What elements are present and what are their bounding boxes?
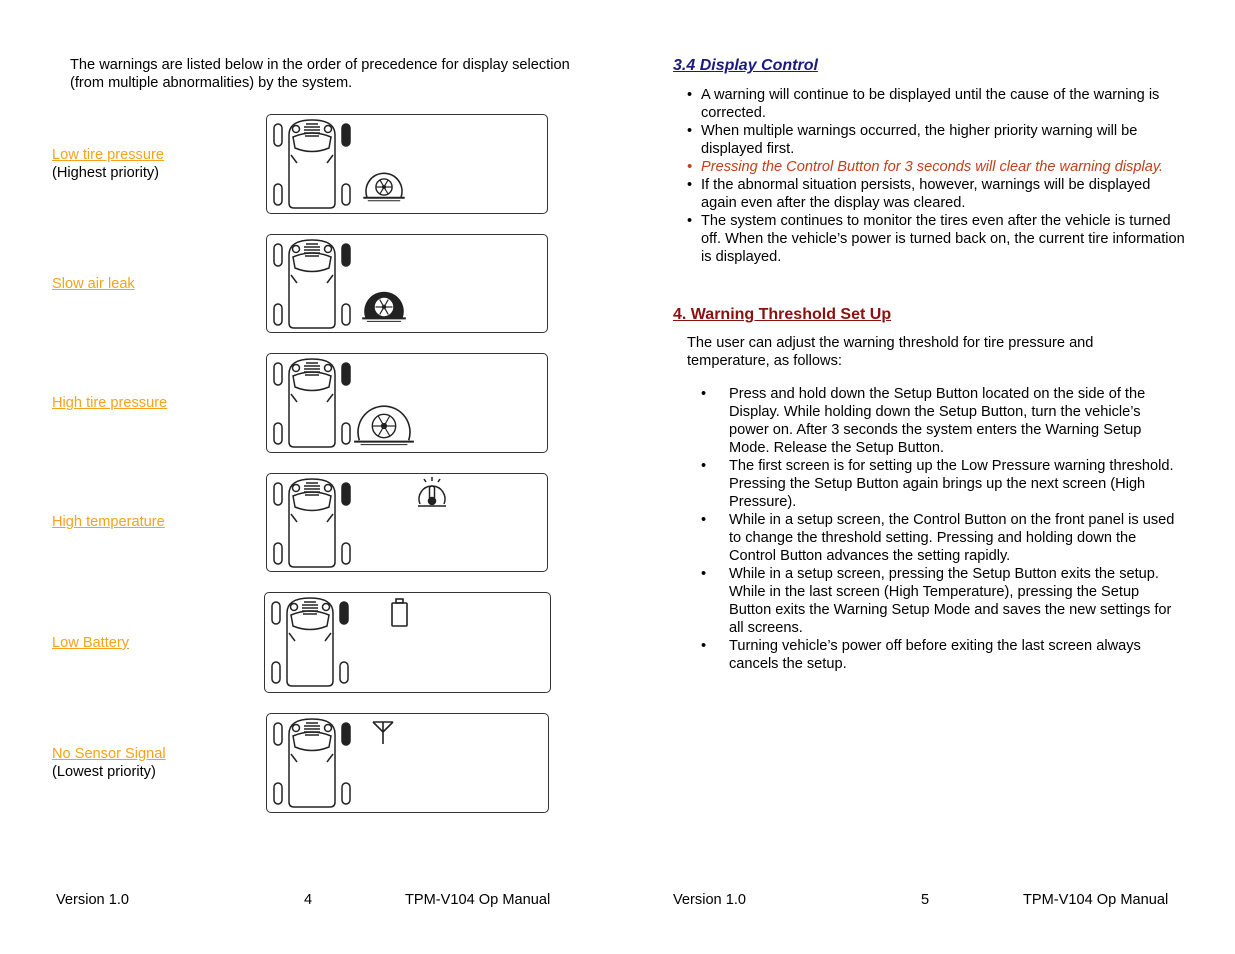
- list-item: • Press and hold down the Setup Button located on the side of the Display. While holding down the Setup Button, turn the vehicle’s power on. After 3 seconds the system enters the Warning Setup Mode. Release the Setup Button.: [700, 385, 1182, 457]
- display-panel-no-signal: [266, 713, 549, 813]
- low-battery-link[interactable]: Low Battery: [52, 635, 130, 651]
- display-control-heading: 3.4 Display Control: [673, 57, 818, 74]
- footer-version-right: Version 1.0: [673, 892, 747, 908]
- footer-page-left: 4: [304, 892, 313, 908]
- tire-slow-leak-icon: [267, 235, 549, 334]
- footer-version-left: Version 1.0: [56, 892, 130, 908]
- footer-title-right: TPM-V104 Op Manual: [1023, 892, 1169, 908]
- warning-label-high-pressure: [52, 394, 262, 412]
- warning-label-no-signal: [52, 745, 262, 781]
- tire-high-pressure-icon: [267, 354, 549, 454]
- warning-label-slow-leak: [52, 275, 262, 293]
- temperature-icon: [267, 474, 549, 573]
- slow-leak-link[interactable]: Slow air leak: [52, 276, 135, 292]
- list-item: • The system continues to monitor the tires even after the vehicle is turned off. When the vehicle’s power is turned back on, the current tire information is displayed.: [686, 212, 1186, 266]
- battery-icon: [265, 593, 552, 694]
- display-panel-low-battery: [264, 592, 551, 693]
- list-item: • A warning will continue to be displayed until the cause of the warning is corrected.: [686, 86, 1186, 122]
- antenna-icon: [267, 714, 550, 814]
- high-pressure-link[interactable]: High tire pressure: [52, 395, 168, 411]
- intro-text: The warnings are listed below in the order of precedence for display selection (from multiple abnormalities) by the system.: [70, 57, 570, 91]
- display-panel-high-temperature: [266, 473, 548, 572]
- no-signal-link[interactable]: No Sensor Signal: [52, 746, 166, 762]
- warning-label-low-pressure: [52, 146, 262, 182]
- display-control-list: [686, 86, 1186, 266]
- threshold-intro: The user can adjust the warning threshold for tire pressure and temperature, as follows:: [687, 335, 1094, 369]
- list-item: • Pressing the Control Button for 3 seconds will clear the warning display.: [686, 158, 1186, 176]
- threshold-heading: 4. Warning Threshold Set Up: [673, 306, 892, 323]
- priority-note-lowest: (Lowest priority): [52, 764, 156, 780]
- list-item: • If the abnormal situation persists, however, warnings will be displayed again even after the display was cleared.: [686, 176, 1186, 212]
- warning-label-low-battery: [52, 634, 262, 652]
- list-item: • While in a setup screen, the Control Button on the front panel is used to change the threshold setting. Pressing and holding down the Control Button advances the setting rapidly.: [700, 511, 1182, 565]
- threshold-steps-list: [700, 385, 1182, 673]
- low-pressure-link[interactable]: Low tire pressure: [52, 147, 164, 163]
- warning-label-high-temperature: [52, 513, 262, 531]
- footer-title-left: TPM-V104 Op Manual: [405, 892, 551, 908]
- priority-note-highest: (Highest priority): [52, 165, 160, 181]
- tire-low-pressure-icon: [267, 115, 549, 215]
- list-item: • Turning vehicle’s power off before exiting the last screen always cancels the setup.: [700, 637, 1182, 673]
- footer-page-right: 5: [921, 892, 930, 908]
- list-item: • The first screen is for setting up the Low Pressure warning threshold. Pressing the Setup Button again brings up the next screen (High Pressure).: [700, 457, 1182, 511]
- display-panel-slow-leak: [266, 234, 548, 333]
- list-item: • When multiple warnings occurred, the higher priority warning will be displayed first.: [686, 122, 1186, 158]
- list-item: • While in a setup screen, pressing the Setup Button exits the setup. While in the last screen (High Temperature), pressing the Setup Button exits the Warning Setup Mode and saves the new settings for all screens.: [700, 565, 1182, 637]
- display-panel-high-pressure: [266, 353, 548, 453]
- high-temperature-link[interactable]: High temperature: [52, 514, 165, 530]
- display-panel-low-pressure: [266, 114, 548, 214]
